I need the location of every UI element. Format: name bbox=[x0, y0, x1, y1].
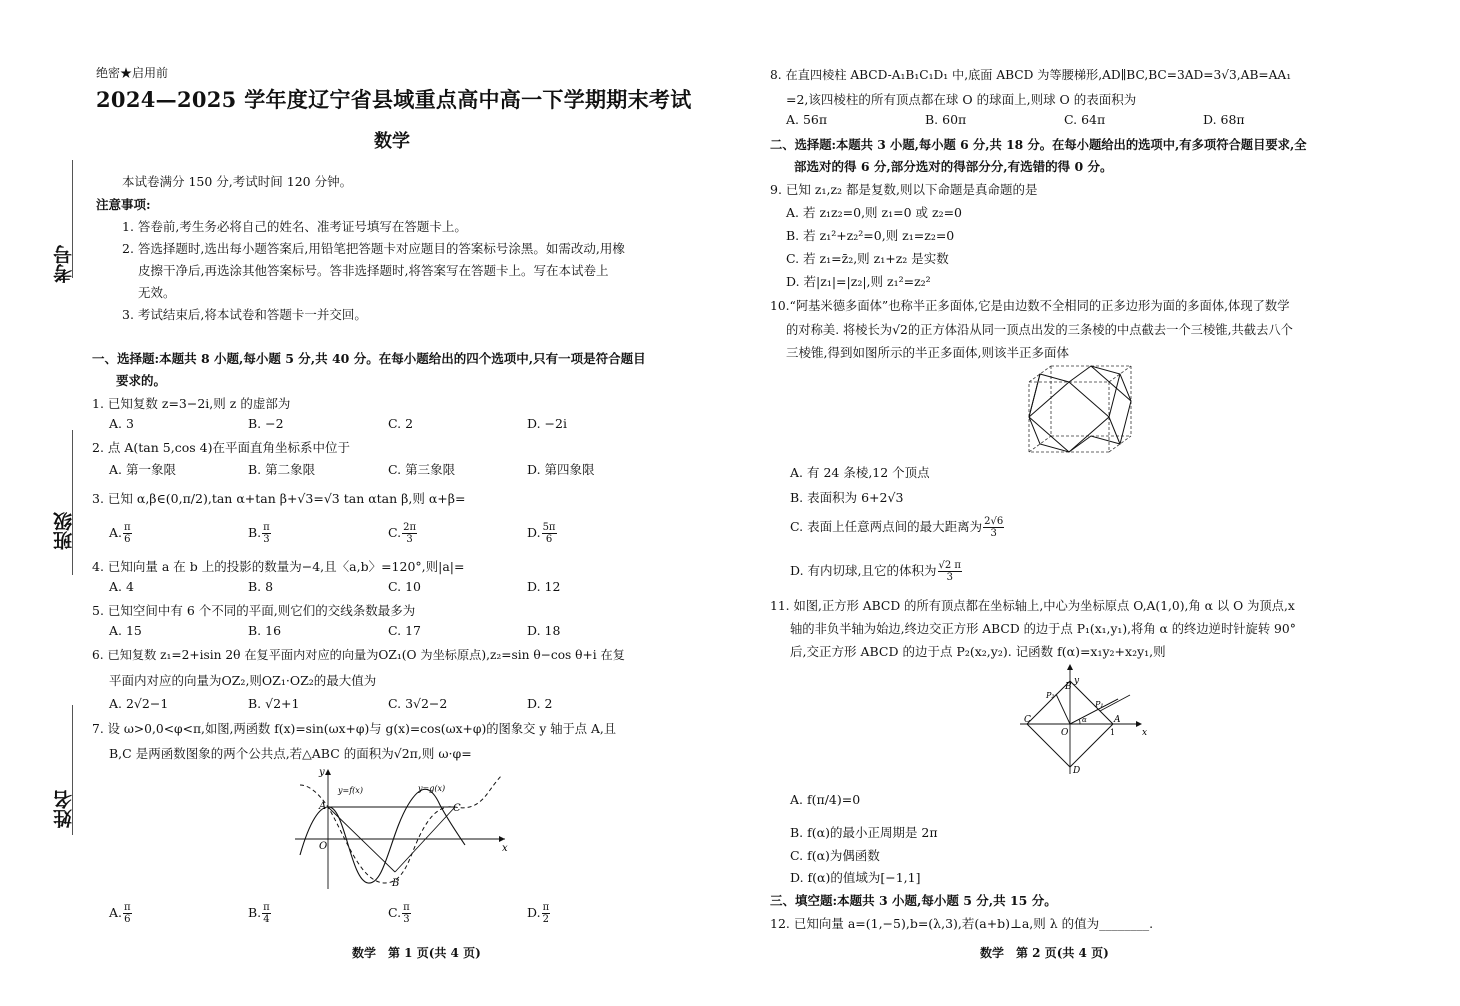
subject-title: 数学 bbox=[374, 131, 410, 152]
segment-BC bbox=[395, 807, 455, 872]
question-stem: 三棱锥,得到如图所示的半正多面体,则该半正多面体 bbox=[786, 345, 1069, 360]
option: B. −2 bbox=[248, 416, 284, 431]
question-stem: 6. 已知复数 z₁=2+isin 2θ 在复平面内对应的向量为OZ₁(O 为坐标原点),z₂=sin θ−cos θ+i 在复 bbox=[92, 648, 625, 662]
option: D. f(α)的值域为[−1,1] bbox=[790, 870, 921, 885]
option: B. 16 bbox=[248, 623, 282, 638]
section-heading: 一、选择题:本题共 8 小题,每小题 5 分,共 40 分。在每小题给出的四个选项中,只有一项是符合题目 bbox=[92, 351, 646, 366]
g-curve bbox=[300, 775, 502, 883]
option: D. 12 bbox=[527, 579, 561, 594]
intro-line: 本试卷满分 150 分,考试时间 120 分钟。 bbox=[122, 174, 353, 189]
option: D. 有内切球,且它的体积为 $\frac{√2 \pi}{3}$ bbox=[790, 560, 961, 583]
page-footer: 数学 第 2 页(共 4 页) bbox=[980, 946, 1109, 960]
point-P2-label: P₂ bbox=[1046, 691, 1055, 700]
option: B. $\frac{\pi}{4}$ bbox=[248, 902, 270, 925]
option: C. $\frac{\pi}{3}$ bbox=[388, 902, 410, 925]
option: D. $\frac{\pi}{2}$ bbox=[527, 902, 550, 925]
question-stem: 11. 如图,正方形 ABCD 的所有顶点都在坐标轴上,中心为坐标原点 O,A(1,0),角 α 以 O 为顶点,x bbox=[770, 599, 1295, 613]
option: A. $\frac{\pi}{6}$ bbox=[109, 522, 131, 545]
option: A. 56π bbox=[786, 112, 828, 127]
option: B. 第二象限 bbox=[248, 462, 316, 477]
terminal-side-2 bbox=[1056, 694, 1070, 724]
section-heading: 三、填空题:本题共 3 小题,每小题 5 分,共 15 分。 bbox=[770, 893, 1057, 908]
exam-title: 2024—2025 学年度辽宁省县域重点高中高一下学期期末考试 bbox=[96, 87, 692, 112]
point-B-label: B bbox=[1065, 682, 1072, 692]
question-stem: 的对称美. 将棱长为√2的正方体沿从同一顶点出发的三条棱的中点截去一个三棱锥,共截去八个 bbox=[786, 323, 1293, 337]
x-label: x bbox=[502, 843, 508, 854]
origin-label: O bbox=[1061, 728, 1069, 738]
option: D. −2i bbox=[527, 416, 567, 431]
option: C. 2 bbox=[388, 416, 414, 431]
question-stem: 5. 已知空间中有 6 个不同的平面,则它们的交线条数最多为 bbox=[92, 603, 416, 618]
class-label: 班级 bbox=[53, 512, 75, 550]
x-label: x bbox=[1142, 728, 1148, 738]
cube-outline bbox=[1029, 366, 1131, 452]
option: B. $\frac{\pi}{3}$ bbox=[248, 522, 270, 545]
polyhedron-edges bbox=[1029, 366, 1131, 452]
origin-label: O bbox=[319, 841, 328, 852]
question-stem: 9. 已知 z₁,z₂ 都是复数,则以下命题是真命题的是 bbox=[770, 182, 1038, 197]
question-stem: 2. 点 A(tan 5,cos 4)在平面直角坐标系中位于 bbox=[92, 440, 350, 455]
binding-line bbox=[72, 430, 73, 575]
option: D. 18 bbox=[527, 623, 561, 638]
point-C-label: C bbox=[1024, 715, 1031, 725]
question-stem: 轴的非负半轴为始边,终边交正方形 ABCD 的边于点 P₁(x₁,y₁),将角 α 的终边逆时针旋转 90° bbox=[790, 622, 1296, 636]
option: A. f(π/4)=0 bbox=[790, 792, 861, 807]
notice-item: 3. 考试结束后,将本试卷和答题卡一并交回。 bbox=[122, 307, 367, 322]
option: A. 15 bbox=[109, 623, 142, 638]
notice-item: 1. 答卷前,考生务必将自己的姓名、准考证号填写在答题卡上。 bbox=[122, 219, 467, 234]
option: A. 4 bbox=[109, 579, 134, 594]
option: B. 表面积为 6+2√3 bbox=[790, 490, 904, 505]
question-stem: 8. 在直四棱柱 ABCD-A₁B₁C₁D₁ 中,底面 ABCD 为等腰梯形,AD∥BC,BC=3AD=3√3,AB=AA₁ bbox=[770, 68, 1292, 82]
option: A. 若 z₁z₂=0,则 z₁=0 或 z₂=0 bbox=[786, 205, 963, 220]
option: B. f(α)的最小正周期是 2π bbox=[790, 825, 938, 840]
option: B. 若 z₁²+z₂²=0,则 z₁=z₂=0 bbox=[786, 228, 955, 243]
point-B-label: B bbox=[392, 878, 400, 889]
question-stem: 10.“阿基米德多面体”也称半正多面体,它是由边数不全相同的正多边形为面的多面体,体现了数学 bbox=[770, 299, 1290, 313]
option: D. 68π bbox=[1203, 112, 1245, 127]
option: C. 64π bbox=[1064, 112, 1106, 127]
section-heading: 二、选择题:本题共 3 小题,每小题 6 分,共 18 分。在每小题给出的选项中,有多项符合题目要求,全 bbox=[770, 137, 1307, 152]
angle-alpha-label: α bbox=[1082, 716, 1087, 724]
question-stem: 4. 已知向量 a 在 b 上的投影的数量为−4,且〈a,b〉=120°,则|a|= bbox=[92, 559, 465, 574]
option: C. 表面上任意两点间的最大距离为 $\frac{2√6}{3}$ bbox=[790, 516, 1004, 539]
question-stem: =2,该四棱柱的所有顶点都在球 O 的球面上,则球 O 的表面积为 bbox=[786, 92, 1137, 107]
notice-item: 皮擦干净后,再选涂其他答案标号。答非选择题时,将答案写在答题卡上。写在本试卷上 bbox=[138, 263, 609, 278]
notice-item: 2. 答选择题时,选出每小题答案后,用铅笔把答题卡对应题目的答案标号涂黑。如需改动,用橡 bbox=[122, 241, 625, 256]
option: C. $\frac{2\pi}{3}$ bbox=[388, 522, 417, 545]
point-D-label: D bbox=[1073, 766, 1081, 776]
q10-polyhedron-figure bbox=[1025, 362, 1135, 457]
section-heading: 要求的。 bbox=[116, 373, 167, 388]
q7-function-graph bbox=[290, 765, 515, 893]
point-A-label: A bbox=[319, 801, 327, 812]
question-stem: 平面内对应的向量为OZ₂,则OZ₁·OZ₂的最大值为 bbox=[109, 673, 377, 688]
option: A. $\frac{\pi}{6}$ bbox=[109, 902, 131, 925]
option: A. 3 bbox=[109, 416, 134, 431]
exam-number-label: 考号 bbox=[53, 245, 75, 283]
point-C-label: C bbox=[453, 803, 461, 814]
option: D. $\frac{5\pi}{6}$ bbox=[527, 522, 556, 545]
question-stem: 12. 已知向量 a=(1,−5),b=(λ,3),若(a+b)⊥a,则 λ 的值为________. bbox=[770, 916, 1154, 931]
option: C. 17 bbox=[388, 623, 421, 638]
option: B. √2+1 bbox=[248, 696, 300, 711]
option: D. 若|z₁|=|z₂|,则 z₁²=z₂² bbox=[786, 274, 931, 289]
question-stem: 7. 设 ω>0,0<φ<π,如图,两函数 f(x)=sin(ωx+φ)与 g(x)=cos(ωx+φ)的图象交 y 轴于点 A,且 bbox=[92, 722, 617, 736]
notice-title: 注意事项: bbox=[96, 197, 151, 212]
option: A. 2√2−1 bbox=[109, 696, 169, 711]
page-footer: 数学 第 1 页(共 4 页) bbox=[352, 946, 481, 960]
option: C. f(α)为偶函数 bbox=[790, 848, 880, 863]
y-label: y bbox=[319, 767, 325, 778]
q11-square-figure bbox=[1018, 662, 1148, 777]
option: A. 第一象限 bbox=[109, 462, 176, 477]
f-label: y=f(x) bbox=[338, 786, 363, 795]
option: D. 第四象限 bbox=[527, 462, 595, 477]
tick-one-label: 1 bbox=[1110, 728, 1116, 737]
question-stem: 后,交正方形 ABCD 的边于点 P₂(x₂,y₂). 记函数 f(α)=x₁y₂+x₂y₁,则 bbox=[790, 644, 1166, 659]
option: D. 2 bbox=[527, 696, 553, 711]
y-label: y bbox=[1074, 676, 1080, 686]
question-stem: B,C 是两函数图象的两个公共点,若△ABC 的面积为√2π,则 ω·φ= bbox=[109, 746, 472, 761]
point-P1-label: P₁ bbox=[1095, 700, 1104, 709]
segment-AB bbox=[328, 807, 395, 872]
option: B. 8 bbox=[248, 579, 274, 594]
name-label: 姓名 bbox=[53, 790, 75, 828]
option: C. 3√2−2 bbox=[388, 696, 448, 711]
point-A-label: A bbox=[1114, 715, 1121, 725]
question-stem: 1. 已知复数 z=3−2i,则 z 的虚部为 bbox=[92, 396, 291, 411]
section-heading: 部选对的得 6 分,部分选对的得部分分,有选错的得 0 分。 bbox=[794, 159, 1113, 174]
g-label: y=g(x) bbox=[418, 784, 446, 793]
confidential-mark: 绝密★启用前 bbox=[96, 66, 169, 80]
option: C. 第三象限 bbox=[388, 462, 456, 477]
question-stem: 3. 已知 α,β∈(0,π/2),tan α+tan β+√3=√3 tan αtan β,则 α+β= bbox=[92, 491, 466, 506]
option: C. 10 bbox=[388, 579, 421, 594]
notice-item: 无效。 bbox=[138, 285, 176, 300]
option: A. 有 24 条棱,12 个顶点 bbox=[790, 465, 930, 480]
option: C. 若 z₁=z̄₂,则 z₁+z₂ 是实数 bbox=[786, 251, 949, 266]
option: B. 60π bbox=[925, 112, 967, 127]
